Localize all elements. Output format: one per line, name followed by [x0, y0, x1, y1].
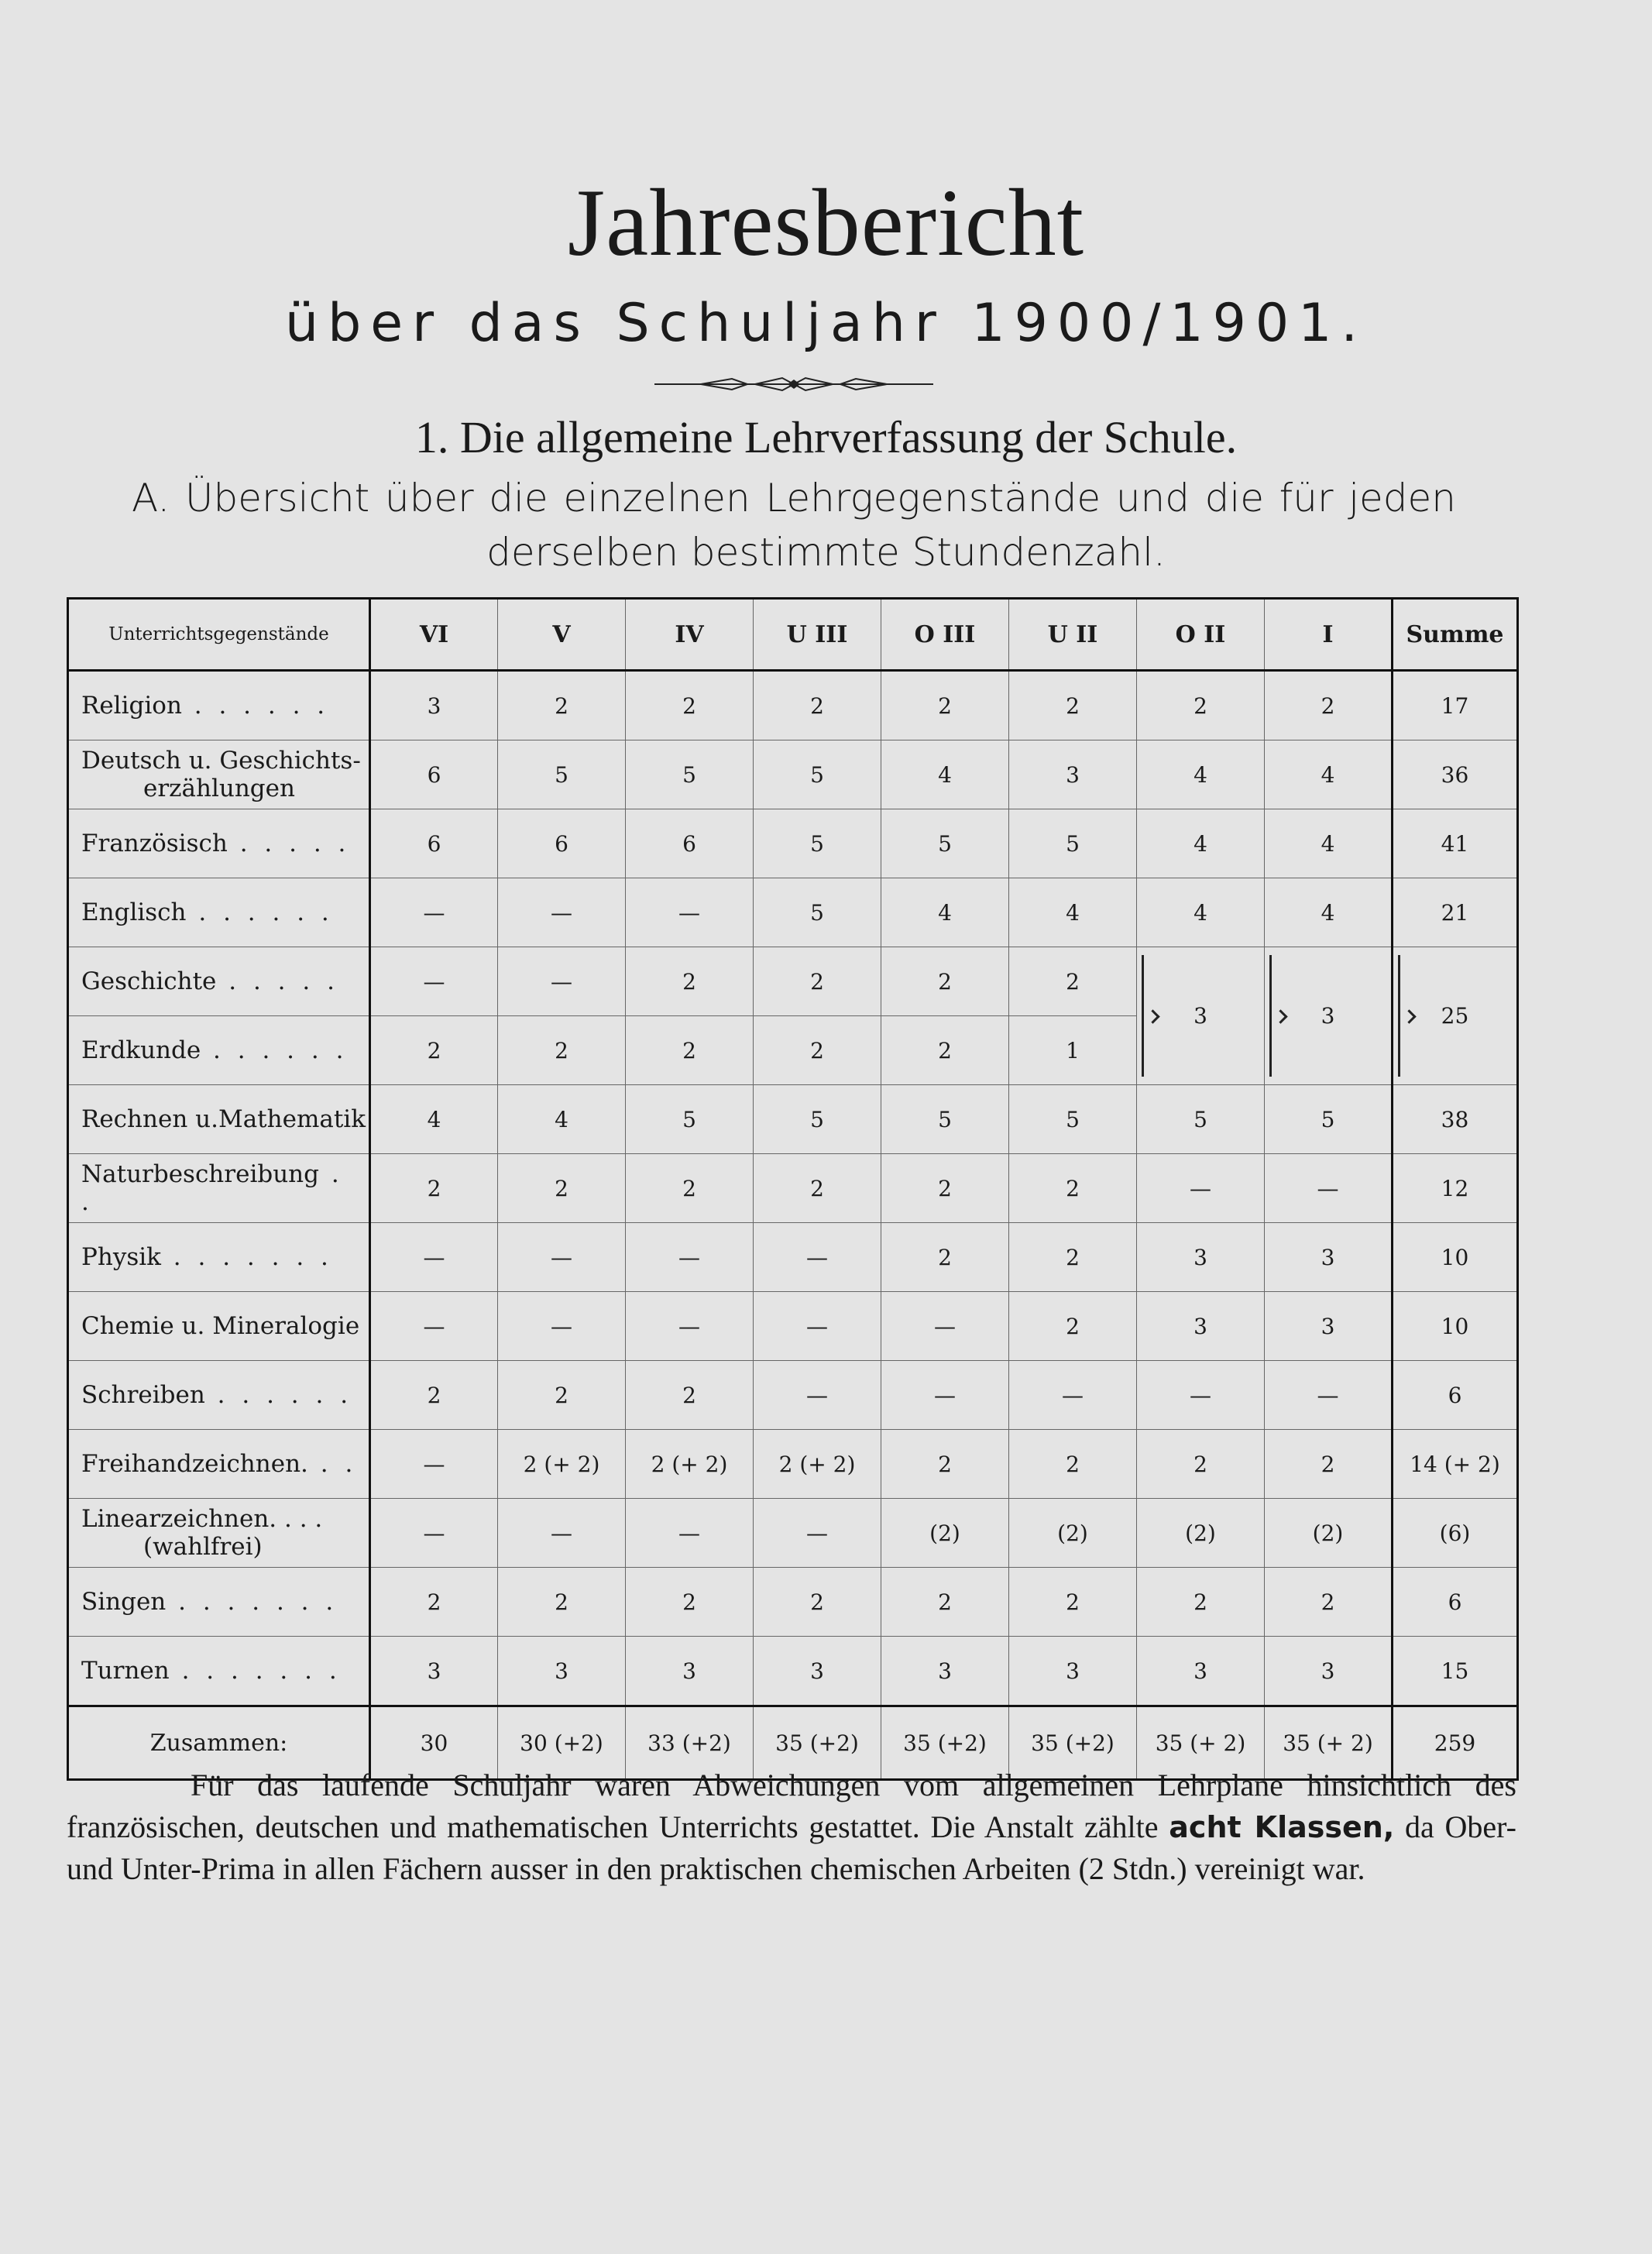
total-label: Zusammen:	[68, 1706, 370, 1780]
hours-cell: 2	[1265, 1430, 1393, 1499]
subject-cell	[68, 1430, 370, 1499]
subject-name: Schreiben	[81, 1381, 205, 1409]
hours-cell: 2	[498, 1016, 626, 1085]
hours-cell: 41	[1393, 809, 1518, 878]
hours-cell: 4	[370, 1085, 498, 1154]
hours-cell: 2	[754, 1154, 881, 1223]
total-cell: 35 (+2)	[881, 1706, 1009, 1780]
subject-name: Geschichte	[81, 967, 217, 995]
table-row	[68, 1568, 1518, 1637]
hours-cell: 5	[626, 1085, 754, 1154]
hours-cell: 4	[1265, 740, 1393, 809]
hours-cell: 3	[1137, 1292, 1265, 1361]
hours-cell: 5	[1009, 809, 1137, 878]
hours-cell: 36	[1393, 740, 1518, 809]
hours-cell: —	[370, 1223, 498, 1292]
hours-cell: 2	[1265, 671, 1393, 740]
footnote-text-1: Für das laufende Schuljahr waren Abweichungen vom allgemeinen Lehrplane hinsichtlich des französischen, deutschen und mathematischen Unterrichts gestattet. Die Anstalt zählte	[67, 1768, 1516, 1844]
page-subtitle: über das Schuljahr 1900/1901.	[284, 293, 1368, 354]
hours-cell: 5	[498, 740, 626, 809]
header-subjects: Unterrichtsgegenstände	[68, 599, 370, 671]
leader-dots: . . . . . . .	[169, 1657, 342, 1685]
hours-cell: —	[498, 878, 626, 947]
section-heading: 1. Die allgemeine Lehrverfassung der Schule.	[414, 412, 1238, 462]
table-row	[68, 1223, 1518, 1292]
subject-cell	[68, 809, 370, 878]
hours-cell: 2 (+ 2)	[754, 1430, 881, 1499]
total-cell: 35 (+ 2)	[1265, 1706, 1393, 1780]
hours-cell: 3	[881, 1637, 1009, 1706]
hours-cell: 10	[1393, 1223, 1518, 1292]
hours-cell: 6	[370, 809, 498, 878]
subject-cell	[68, 740, 370, 809]
hours-cell: —	[498, 1499, 626, 1568]
hours-cell: —	[626, 1499, 754, 1568]
combined-o2-cell	[1137, 947, 1265, 1085]
hours-cell: 2	[1137, 671, 1265, 740]
subject-cell	[68, 1361, 370, 1430]
hours-cell: 4	[1009, 878, 1137, 947]
table-row	[68, 1430, 1518, 1499]
hours-cell: 2	[754, 671, 881, 740]
hours-cell: 2	[498, 1154, 626, 1223]
leader-dots: . . . . . . .	[160, 1243, 333, 1271]
hours-cell: 2	[881, 1568, 1009, 1637]
hours-cell: 2	[626, 1361, 754, 1430]
hours-cell: 4	[1265, 878, 1393, 947]
subject-name: Physik	[81, 1243, 161, 1271]
hours-cell: 2	[1009, 671, 1137, 740]
hours-cell: 3	[1265, 1223, 1393, 1292]
hours-cell: —	[881, 1292, 1009, 1361]
hours-cell: 3	[370, 1637, 498, 1706]
leader-dots: . . . . .	[216, 967, 339, 995]
hours-cell: —	[754, 1292, 881, 1361]
leader-dots: . . . . . .	[201, 1036, 349, 1064]
hours-cell: 5	[626, 740, 754, 809]
hours-cell: 2	[498, 1361, 626, 1430]
hours-cell: 6	[1393, 1361, 1518, 1430]
hours-cell: 6	[370, 740, 498, 809]
hours-cell: 3	[1265, 1292, 1393, 1361]
hours-cell: —	[370, 947, 498, 1016]
hours-cell: 38	[1393, 1085, 1518, 1154]
hours-cell: 3	[754, 1637, 881, 1706]
total-cell: 30	[370, 1706, 498, 1780]
table-row	[68, 1292, 1518, 1361]
hours-cell: —	[626, 878, 754, 947]
hours-cell: 4	[881, 740, 1009, 809]
subject-cell	[68, 671, 370, 740]
subject-cell	[68, 947, 370, 1016]
hours-cell: 3	[626, 1637, 754, 1706]
hours-cell: 2	[370, 1016, 498, 1085]
hours-cell: 6	[626, 809, 754, 878]
hours-cell: 2	[498, 671, 626, 740]
total-cell: 35 (+2)	[754, 1706, 881, 1780]
hours-cell: 2	[1009, 947, 1137, 1016]
ornament-divider-icon	[654, 375, 933, 393]
hours-cell: —	[498, 947, 626, 1016]
subject-name: Erdkunde	[81, 1036, 201, 1064]
combined-value: 3	[1321, 1003, 1335, 1029]
hours-cell: 4	[1265, 809, 1393, 878]
table-caption-line1: A. Übersicht über die einzelnen Lehrgegenstände und die für jeden	[132, 476, 1456, 521]
hours-cell: 2	[626, 1154, 754, 1223]
table-header-row	[68, 599, 1518, 671]
hours-cell: —	[754, 1223, 881, 1292]
leader-dots: . . . . . .	[204, 1381, 353, 1409]
hours-cell: —	[370, 878, 498, 947]
hours-cell: 2	[881, 671, 1009, 740]
header-class: V	[498, 599, 626, 671]
subject-name: Rechnen u.Mathematik	[81, 1105, 366, 1133]
subject-cell	[68, 1016, 370, 1085]
hours-cell: 2	[1009, 1223, 1137, 1292]
subject-cell	[68, 1085, 370, 1154]
hours-cell: 2	[881, 1223, 1009, 1292]
hours-cell: 4	[1137, 740, 1265, 809]
hours-cell: 5	[754, 1085, 881, 1154]
header-class: O II	[1137, 599, 1265, 671]
hours-cell: 2	[1009, 1430, 1137, 1499]
hours-cell: 2	[1009, 1154, 1137, 1223]
subject-name: Englisch	[81, 899, 187, 926]
header-class: O III	[881, 599, 1009, 671]
leader-dots: . . . . . . .	[166, 1588, 338, 1616]
page-title: Jahresbericht	[567, 170, 1085, 276]
total-cell: 33 (+2)	[626, 1706, 754, 1780]
hours-cell: (6)	[1393, 1499, 1518, 1568]
hours-cell: —	[370, 1292, 498, 1361]
hours-cell: 2	[626, 947, 754, 1016]
leader-dots: . . . . . .	[186, 899, 334, 926]
hours-cell: —	[498, 1292, 626, 1361]
subject-cell	[68, 1499, 370, 1568]
hours-cell: 4	[881, 878, 1009, 947]
leader-dots: . .	[81, 1160, 344, 1216]
table-row	[68, 878, 1518, 947]
hours-cell: 2	[881, 1016, 1009, 1085]
table-row	[68, 1637, 1518, 1706]
subject-name-line2: erzählungen	[143, 775, 295, 802]
hours-cell: 12	[1393, 1154, 1518, 1223]
leader-dots: . . . . . .	[181, 692, 330, 720]
hours-cell: —	[1265, 1361, 1393, 1430]
hours-cell: 4	[1137, 809, 1265, 878]
hours-cell: —	[498, 1223, 626, 1292]
hours-cell: 2	[370, 1361, 498, 1430]
lesson-hours-table	[67, 597, 1519, 1781]
hours-cell: 3	[498, 1637, 626, 1706]
total-cell: 30 (+2)	[498, 1706, 626, 1780]
subject-cell	[68, 1292, 370, 1361]
header-class: IV	[626, 599, 754, 671]
footnote	[67, 1764, 1516, 1890]
table-row	[68, 809, 1518, 878]
subject-cell	[68, 878, 370, 947]
hours-cell: 10	[1393, 1292, 1518, 1361]
subject-name: Naturbeschreibung	[81, 1160, 319, 1188]
hours-cell: 17	[1393, 671, 1518, 740]
subject-name: Französisch	[81, 830, 228, 857]
hours-cell: 2	[754, 947, 881, 1016]
hours-cell: 14 (+ 2)	[1393, 1430, 1518, 1499]
hours-cell: 3	[1137, 1223, 1265, 1292]
hours-cell: 2	[881, 947, 1009, 1016]
hours-cell: 5	[881, 1085, 1009, 1154]
hours-cell: 5	[881, 809, 1009, 878]
hours-cell: 1	[1009, 1016, 1137, 1085]
leader-dots: . .	[307, 1450, 358, 1478]
hours-cell: (2)	[1265, 1499, 1393, 1568]
header-class: U II	[1009, 599, 1137, 671]
footnote-text-2: da Ober- und Unter-Prima in allen Fächern ausser in den praktischen chemischen Arbeiten (2 Stdn.) vereinigt war.	[67, 1809, 1516, 1886]
hours-cell: 2	[626, 671, 754, 740]
total-cell: 259	[1393, 1706, 1518, 1780]
total-cell: 35 (+2)	[1009, 1706, 1137, 1780]
hours-cell: —	[1137, 1154, 1265, 1223]
hours-cell: —	[626, 1223, 754, 1292]
hours-cell: 3	[1009, 1637, 1137, 1706]
hours-cell: 5	[754, 740, 881, 809]
combined-value: 25	[1441, 1003, 1469, 1029]
hours-cell: —	[754, 1499, 881, 1568]
subject-name: Freihandzeichnen.	[81, 1450, 308, 1478]
hours-cell: 2	[370, 1568, 498, 1637]
subject-name-line2: (wahlfrei)	[143, 1533, 263, 1561]
hours-cell: 3	[1009, 740, 1137, 809]
hours-cell: 2	[881, 1430, 1009, 1499]
header-class: VI	[370, 599, 498, 671]
hours-cell: 3	[1265, 1637, 1393, 1706]
subject-name: Religion	[81, 692, 182, 720]
subject-name: Singen	[81, 1588, 167, 1616]
hours-cell: 2	[1009, 1292, 1137, 1361]
hours-cell: 2 (+ 2)	[626, 1430, 754, 1499]
table-caption-line2: derselben bestimmte Stundenzahl.	[486, 530, 1166, 575]
table-row	[68, 1085, 1518, 1154]
hours-cell: 5	[1265, 1085, 1393, 1154]
total-cell: 35 (+ 2)	[1137, 1706, 1265, 1780]
table-row	[68, 947, 1518, 1016]
hours-cell: 2	[1009, 1568, 1137, 1637]
header-class: I	[1265, 599, 1393, 671]
hours-cell: 2	[754, 1568, 881, 1637]
hours-cell: 2	[626, 1016, 754, 1085]
hours-cell: (2)	[881, 1499, 1009, 1568]
hours-cell: 2	[881, 1154, 1009, 1223]
hours-cell: 2 (+ 2)	[498, 1430, 626, 1499]
hours-cell: —	[754, 1361, 881, 1430]
combined-sum-cell	[1393, 947, 1518, 1085]
table-row	[68, 1154, 1518, 1223]
subject-cell	[68, 1223, 370, 1292]
hours-cell: 5	[1137, 1085, 1265, 1154]
hours-cell: 2	[1137, 1430, 1265, 1499]
header-sum: Summe	[1393, 599, 1518, 671]
hours-cell: 5	[754, 809, 881, 878]
hours-cell: 2	[498, 1568, 626, 1637]
leader-dots: . . . . .	[227, 830, 351, 857]
hours-cell: —	[1265, 1154, 1393, 1223]
hours-cell: —	[1137, 1361, 1265, 1430]
hours-cell: 15	[1393, 1637, 1518, 1706]
hours-cell: 2	[370, 1154, 498, 1223]
subject-name: Chemie u. Mineralogie	[81, 1312, 360, 1340]
hours-cell: —	[1009, 1361, 1137, 1430]
table-row	[68, 1499, 1518, 1568]
hours-cell: 2	[1137, 1568, 1265, 1637]
hours-cell: —	[881, 1361, 1009, 1430]
hours-cell: —	[626, 1292, 754, 1361]
table-row	[68, 1361, 1518, 1430]
hours-cell: 2	[626, 1568, 754, 1637]
hours-cell: 4	[498, 1085, 626, 1154]
hours-cell: (2)	[1137, 1499, 1265, 1568]
hours-cell: 2	[754, 1016, 881, 1085]
hours-cell: 3	[1137, 1637, 1265, 1706]
hours-cell: (2)	[1009, 1499, 1137, 1568]
header-class: U III	[754, 599, 881, 671]
hours-cell: 5	[754, 878, 881, 947]
subject-cell	[68, 1568, 370, 1637]
hours-cell: 3	[370, 671, 498, 740]
hours-cell: —	[370, 1499, 498, 1568]
combined-value: 3	[1193, 1003, 1207, 1029]
hours-cell: 6	[498, 809, 626, 878]
subject-cell	[68, 1154, 370, 1223]
subject-cell	[68, 1637, 370, 1706]
hours-cell: 2	[1265, 1568, 1393, 1637]
hours-cell: —	[370, 1430, 498, 1499]
hours-cell: 21	[1393, 878, 1518, 947]
subject-name: Deutsch u. Geschichts-	[81, 747, 361, 775]
footnote-bold: acht Klassen,	[1169, 1810, 1395, 1844]
table-row	[68, 671, 1518, 740]
subject-name: Turnen	[81, 1657, 170, 1685]
hours-cell: 4	[1137, 878, 1265, 947]
table-row	[68, 740, 1518, 809]
subject-name: Linearzeichnen. . . .	[81, 1505, 323, 1533]
hours-cell: 6	[1393, 1568, 1518, 1637]
combined-i-cell	[1265, 947, 1393, 1085]
hours-cell: 5	[1009, 1085, 1137, 1154]
